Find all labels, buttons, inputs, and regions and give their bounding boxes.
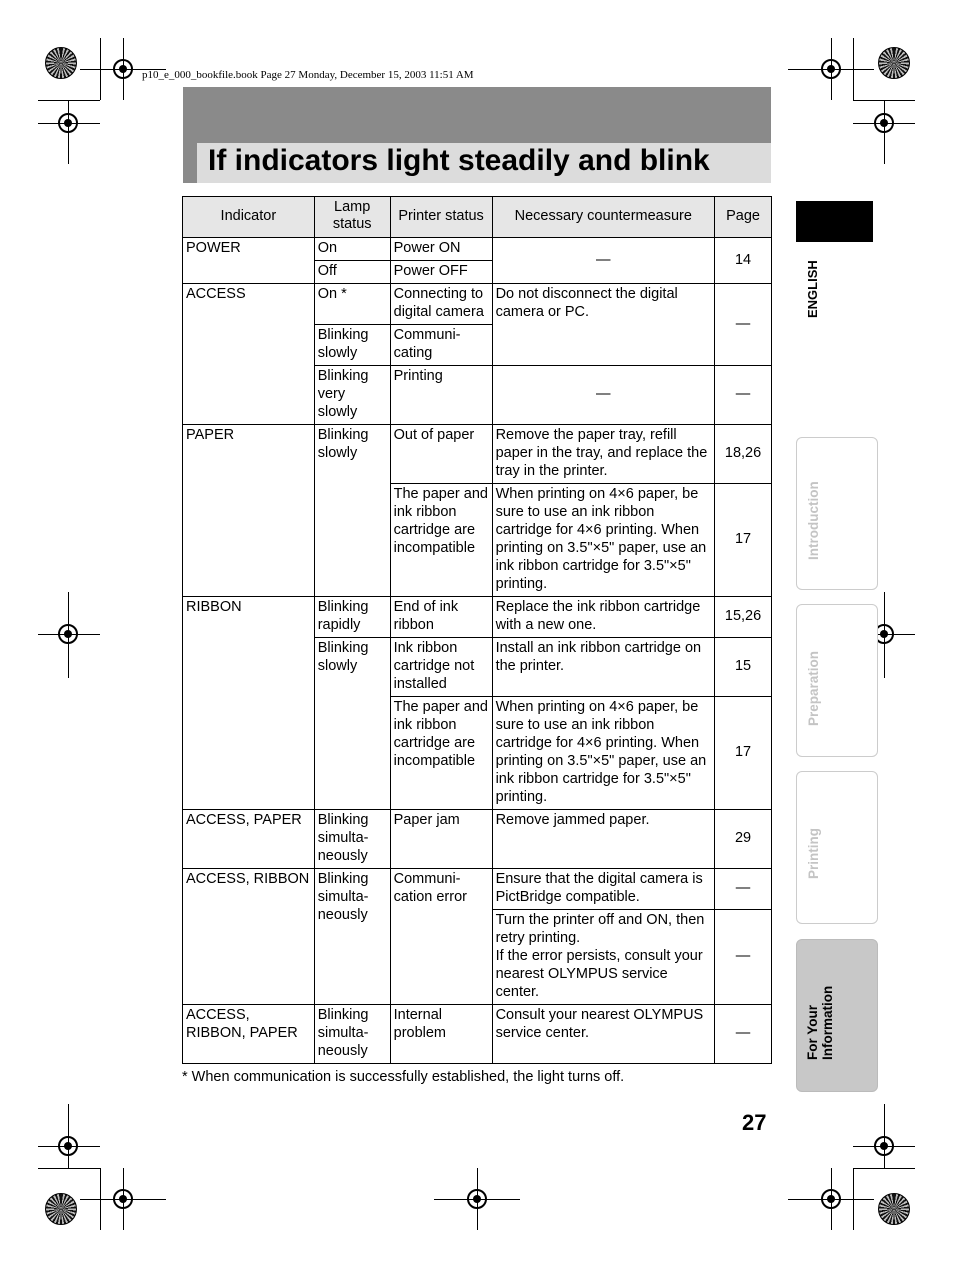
cell-indicator: ACCESS [183, 284, 315, 425]
cell-measure: — [492, 238, 714, 284]
registration-mark-icon [113, 1189, 133, 1209]
registration-mark-icon [58, 113, 78, 133]
table-header-row [183, 197, 772, 238]
header-indicator: Indicator [183, 197, 315, 238]
cell-measure: Replace the ink ribbon cartridge with a new one. [492, 597, 714, 638]
table-row [183, 1005, 772, 1064]
cell-status: Power OFF [390, 261, 492, 284]
tab-label: For Your Information [805, 985, 835, 1060]
cell-lamp: On * [314, 284, 390, 325]
language-bar [796, 201, 873, 242]
cell-page: 15 [715, 638, 772, 697]
footnote: * When communication is successfully established, the light turns off. [182, 1069, 625, 1085]
cell-status: Ink ribbon cartridge not installed [390, 638, 492, 697]
cell-lamp: Off [314, 261, 390, 284]
cell-page: 17 [715, 697, 772, 810]
cell-page: 18,26 [715, 425, 772, 484]
table-row [183, 869, 772, 910]
cell-lamp: On [314, 238, 390, 261]
cell-lamp: Blinking simulta-neously [314, 810, 390, 869]
crop-mark [38, 100, 100, 101]
cell-page: — [715, 910, 772, 1005]
cell-status: End of ink ribbon [390, 597, 492, 638]
registration-mark-icon [58, 624, 78, 644]
registration-mark-icon [874, 1136, 894, 1156]
table-row [183, 238, 772, 261]
tab-label: Introduction [806, 481, 821, 560]
cell-indicator: POWER [183, 238, 315, 284]
cell-indicator: ACCESS, RIBBON [183, 869, 315, 1005]
cell-page: — [715, 1005, 772, 1064]
file-info: p10_e_000_bookfile.book Page 27 Monday, December 15, 2003 11:51 AM [142, 69, 474, 81]
page-title: If indicators light steadily and blink [208, 144, 710, 177]
cell-page: 14 [715, 238, 772, 284]
cell-measure: Remove the paper tray, refill paper in the tray, and replace the tray in the printer. [492, 425, 714, 484]
tab-introduction[interactable] [796, 437, 878, 590]
cell-page: 29 [715, 810, 772, 869]
color-rosette-icon [45, 47, 77, 79]
cell-measure: When printing on 4×6 paper, be sure to use an ink ribbon cartridge for 4×6 printing. When printing on 3.5"×5" paper, use an ink ribbon cartridge for 3.5"×5" printing. [492, 484, 714, 597]
registration-mark-icon [113, 59, 133, 79]
indicator-table [182, 196, 772, 1064]
cell-indicator: ACCESS, RIBBON, PAPER [183, 1005, 315, 1064]
tab-label: Printing [806, 828, 821, 879]
cell-lamp: Blinking simulta-neously [314, 1005, 390, 1064]
cell-status: Out of paper [390, 425, 492, 484]
cell-status: Power ON [390, 238, 492, 261]
cell-lamp: Blinking simulta-neously [314, 869, 390, 1005]
cell-lamp: Blinking rapidly [314, 597, 390, 638]
cell-measure: Consult your nearest OLYMPUS service center. [492, 1005, 714, 1064]
registration-mark-icon [58, 1136, 78, 1156]
table-row [183, 597, 772, 638]
table-row [183, 425, 772, 484]
cell-measure: Install an ink ribbon cartridge on the printer. [492, 638, 714, 697]
cell-measure: Ensure that the digital camera is PictBridge compatible. [492, 869, 714, 910]
table-row [183, 810, 772, 869]
header-page: Page [715, 197, 772, 238]
cell-indicator: PAPER [183, 425, 315, 597]
crop-mark [853, 1168, 915, 1169]
cell-indicator: RIBBON [183, 597, 315, 810]
cell-lamp: Blinking slowly [314, 325, 390, 366]
cell-page: — [715, 366, 772, 425]
cell-page: 17 [715, 484, 772, 597]
tab-label: Preparation [806, 650, 821, 726]
registration-mark-icon [467, 1189, 487, 1209]
cell-status: The paper and ink ribbon cartridge are incompatible [390, 484, 492, 597]
cell-measure: — [492, 366, 714, 425]
cell-status: Communi-cation error [390, 869, 492, 1005]
cell-page: — [715, 869, 772, 910]
tab-preparation[interactable] [796, 604, 878, 757]
registration-mark-icon [874, 113, 894, 133]
title-accent [183, 143, 197, 183]
cell-measure: Remove jammed paper. [492, 810, 714, 869]
registration-mark-icon [821, 59, 841, 79]
registration-mark-icon [821, 1189, 841, 1209]
table-row [183, 284, 772, 325]
cell-indicator: ACCESS, PAPER [183, 810, 315, 869]
cell-page: 15,26 [715, 597, 772, 638]
cell-lamp: Blinking slowly [314, 425, 390, 597]
cell-status: Printing [390, 366, 492, 425]
cell-lamp: Blinking slowly [314, 638, 390, 810]
color-rosette-icon [878, 47, 910, 79]
cell-status: Internal problem [390, 1005, 492, 1064]
header-lamp-status: Lamp status [314, 197, 390, 238]
color-rosette-icon [878, 1193, 910, 1225]
cell-status: The paper and ink ribbon cartridge are incompatible [390, 697, 492, 810]
cell-status: Paper jam [390, 810, 492, 869]
page-number: 27 [742, 1110, 767, 1135]
cell-lamp: Blinking very slowly [314, 366, 390, 425]
header-printer-status: Printer status [390, 197, 492, 238]
tab-printing[interactable] [796, 771, 878, 924]
cell-measure: Do not disconnect the digital camera or PC. [492, 284, 714, 366]
cell-measure: When printing on 4×6 paper, be sure to use an ink ribbon cartridge for 4×6 printing. When printing on 3.5"×5" paper, use an ink ribbon cartridge for 3.5"×5" printing. [492, 697, 714, 810]
header-countermeasure: Necessary countermeasure [492, 197, 714, 238]
tab-for-your-information[interactable] [796, 939, 878, 1092]
color-rosette-icon [45, 1193, 77, 1225]
language-tab: ENGLISH [805, 260, 820, 318]
cell-page: — [715, 284, 772, 366]
cell-status: Connecting to digital camera [390, 284, 492, 325]
cell-status: Communi-cating [390, 325, 492, 366]
cell-measure: Turn the printer off and ON, then retry printing. If the error persists, consult your nearest OLYMPUS service center. [492, 910, 714, 1005]
crop-mark [38, 1168, 100, 1169]
